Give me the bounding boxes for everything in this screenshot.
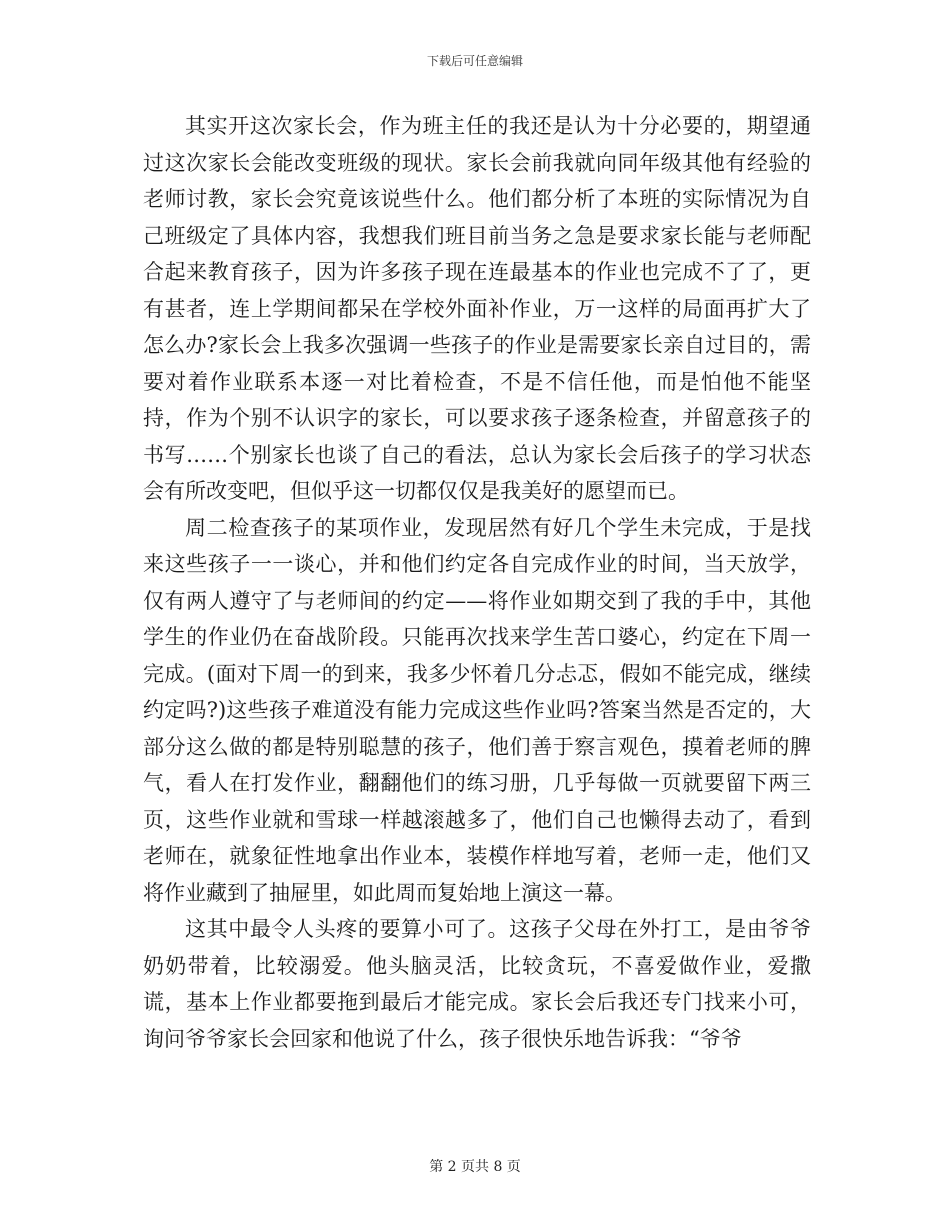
page-header-note: 下载后可任意编辑 (426, 54, 523, 68)
page-number: 第 2 页共 8 页 (429, 1159, 521, 1175)
paragraph-1: 其实开这次家长会，作为班主任的我还是认为十分必要的，期望通过这次家长会能改变班级的现状。家长会前我就向同年级其他有经验的老师讨教，家长会究竟该说些什么。他们都分析了本班的实际情况为自己班级定了具体内容，我想我们班目前当务之急是要求家长能与老师配合起来教育孩子，因为许多孩子现在连最基本的作业也完成不了了，更有甚者，连上学期间都呆在学校外面补作业，万一这样的局面再扩大了怎么办?家长会上我多次强调一些孩子的作业是需要家长亲自过目的，需要对着作业联系本逐一对比着检查，不是不信任他，而是怕他不能坚持，作为个别不认识字的家长，可以要求孩子逐条检查，并留意孩子的书写……个别家长也谈了自己的看法，总认为家长会后孩子的学习状态会有所改变吧，但似乎这一切都仅仅是我美好的愿望而已。 (143, 114, 811, 503)
document-body (143, 108, 811, 1057)
paragraph-2: 周二检查孩子的某项作业，发现居然有好几个学生未完成，于是找来这些孩子一一谈心，并和他们约定各自完成作业的时间，当天放学，仅有两人遵守了与老师间的约定——将作业如期交到了我的手中，其他学生的作业仍在奋战阶段。只能再次找来学生苦口婆心，约定在下周一完成。(面对下周一的到来，我多少怀着几分忐忑，假如不能完成，继续约定吗?)这些孩子难道没有能力完成这些作业吗?答案当然是否定的，大部分这么做的都是特别聪慧的孩子，他们善于察言观色，摸着老师的脾气，看人在打发作业，翻翻他们的练习册，几乎每做一页就要留下两三页，这些作业就和雪球一样越滚越多了，他们自己也懒得去动了，看到老师在，就象征性地拿出作业本，装模作样地写着，老师一走，他们又将作业藏到了抽屉里，如此周而复始地上演这一幕。 (143, 515, 811, 905)
paragraph-3: 这其中最令人头疼的要算小可了。这孩子父母在外打工，是由爷爷奶奶带着，比较溺爱。他头脑灵活，比较贪玩，不喜爱做作业，爱撒谎，基本上作业都要拖到最后才能完成。家长会后我还专门找来小可，询问爷爷家长会回家和他说了什么，孩子很快乐地告诉我：“爷爷 (143, 917, 811, 1051)
